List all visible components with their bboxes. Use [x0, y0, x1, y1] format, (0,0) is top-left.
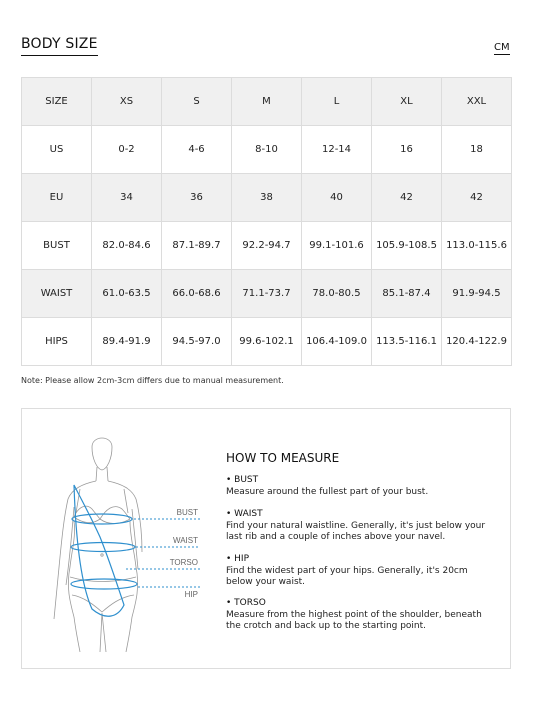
label-bust: BUST — [176, 508, 198, 517]
table-cell: 61.0-63.5 — [92, 270, 162, 318]
table-cell: 82.0-84.6 — [92, 222, 162, 270]
howto-head: • BUST — [226, 475, 259, 485]
table-cell: 16 — [372, 126, 442, 174]
unit-toggle[interactable]: CM — [494, 42, 510, 53]
measure-lines — [71, 485, 200, 616]
howto-text: Find your natural waistline. Generally, it's just below your last rib and a couple of inches above your navel. — [226, 520, 486, 542]
body-outline — [54, 438, 142, 652]
howto-item-hip — [226, 554, 496, 589]
table-row — [22, 126, 512, 174]
table-cell: 36 — [162, 174, 232, 222]
table-cell: 92.2-94.7 — [232, 222, 302, 270]
table-cell: L — [302, 78, 372, 126]
label-torso: TORSO — [169, 558, 198, 567]
table-row — [22, 78, 512, 126]
body-figure-illustration — [52, 437, 212, 652]
table-cell: M — [232, 78, 302, 126]
table-cell: 12-14 — [302, 126, 372, 174]
table-cell: 87.1-89.7 — [162, 222, 232, 270]
table-cell: 0-2 — [92, 126, 162, 174]
table-cell: 42 — [372, 174, 442, 222]
table-cell: 105.9-108.5 — [372, 222, 442, 270]
table-cell: 38 — [232, 174, 302, 222]
howto-head: • WAIST — [226, 509, 263, 519]
table-cell: 113.0-115.6 — [442, 222, 512, 270]
row-label: HIPS — [22, 318, 92, 366]
table-cell: XL — [372, 78, 442, 126]
measurement-note: Note: Please allow 2cm-3cm differs due to manual measurement. — [21, 376, 284, 385]
label-waist: WAIST — [172, 536, 198, 545]
table-cell: 40 — [302, 174, 372, 222]
table-cell: 4-6 — [162, 126, 232, 174]
table-row — [22, 318, 512, 366]
table-cell: 18 — [442, 126, 512, 174]
row-label: EU — [22, 174, 92, 222]
table-cell: 91.9-94.5 — [442, 270, 512, 318]
size-chart-table — [21, 77, 512, 366]
table-cell: 99.6-102.1 — [232, 318, 302, 366]
table-cell: 34 — [92, 174, 162, 222]
row-label: US — [22, 126, 92, 174]
label-hip: HIP — [184, 590, 198, 599]
table-cell: S — [162, 78, 232, 126]
table-cell: 94.5-97.0 — [162, 318, 232, 366]
table-cell: 78.0-80.5 — [302, 270, 372, 318]
table-cell: 71.1-73.7 — [232, 270, 302, 318]
howto-text: Find the widest part of your hips. Generally, it's 20cm below your waist. — [226, 565, 468, 587]
table-cell: 89.4-91.9 — [92, 318, 162, 366]
table-cell: XS — [92, 78, 162, 126]
table-cell: 113.5-116.1 — [372, 318, 442, 366]
howto-text: Measure from the highest point of the shoulder, beneath the crotch and back up to the starting point. — [226, 609, 482, 631]
howto-text: Measure around the fullest part of your bust. — [226, 486, 429, 497]
how-to-measure-panel — [21, 408, 511, 669]
howto-head: • HIP — [226, 554, 250, 564]
page-title: BODY SIZE — [21, 36, 98, 56]
row-label: SIZE — [22, 78, 92, 126]
table-cell: 120.4-122.9 — [442, 318, 512, 366]
row-label: BUST — [22, 222, 92, 270]
table-cell: 85.1-87.4 — [372, 270, 442, 318]
row-label: WAIST — [22, 270, 92, 318]
table-cell: 42 — [442, 174, 512, 222]
table-row — [22, 270, 512, 318]
table-cell: 66.0-68.6 — [162, 270, 232, 318]
table-row — [22, 222, 512, 270]
howto-head: • TORSO — [226, 598, 266, 608]
table-cell: 8-10 — [232, 126, 302, 174]
howto-item-bust — [226, 475, 496, 498]
table-cell: 106.4-109.0 — [302, 318, 372, 366]
table-cell: 99.1-101.6 — [302, 222, 372, 270]
howto-item-torso — [226, 598, 496, 633]
how-to-measure-title: HOW TO MEASURE — [226, 451, 340, 465]
table-row — [22, 174, 512, 222]
howto-item-waist — [226, 509, 496, 544]
table-cell: XXL — [442, 78, 512, 126]
